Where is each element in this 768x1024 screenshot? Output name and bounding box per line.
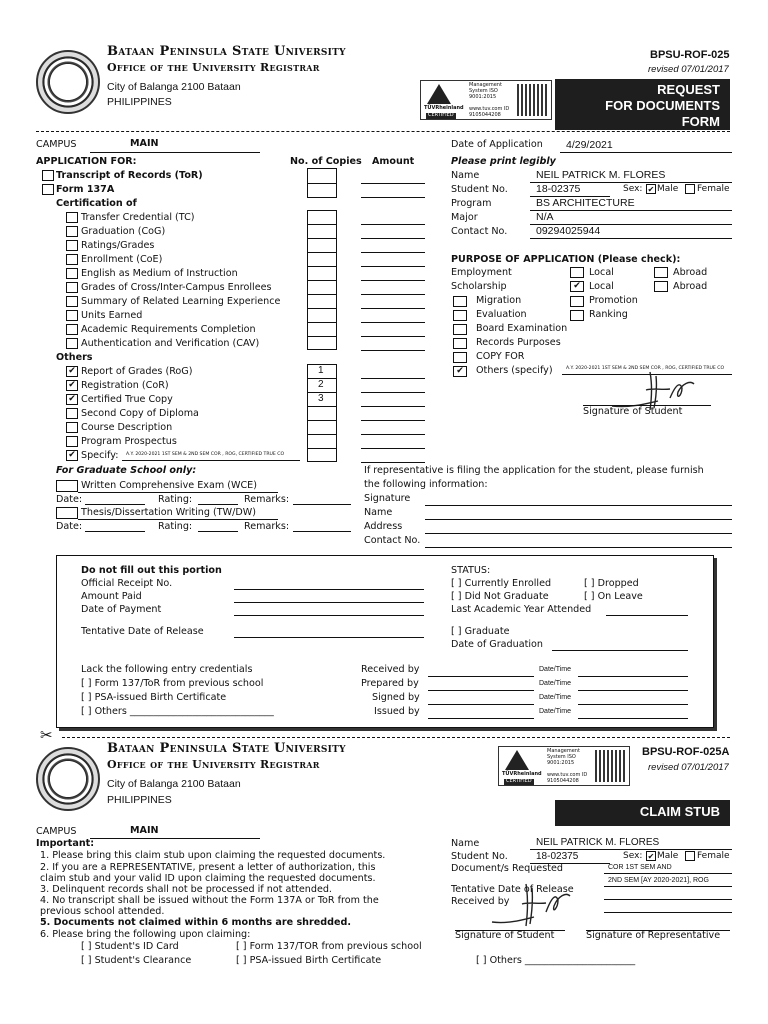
qr-code-icon [595, 750, 627, 782]
signed-by-label: Signed by [372, 692, 420, 703]
bring-item[interactable]: [ ] Form 137/TOR from previous school [236, 941, 422, 952]
name-label: Name [451, 170, 480, 181]
cert-item-checkbox[interactable] [66, 240, 78, 251]
promotion-checkbox[interactable] [570, 296, 584, 307]
stub-note: claim stub and your valid ID upon claiming the requested documents. [40, 873, 376, 884]
other-item-checkbox[interactable]: ✔ [66, 450, 78, 461]
male-label: Male [657, 184, 679, 194]
cert-url: www.tuv.com ID 9105044208 [547, 772, 588, 784]
male-checkbox[interactable]: ✔ [647, 185, 655, 194]
thesis-rating-label: Rating: [158, 521, 193, 532]
copies-value[interactable]: 3 [318, 393, 324, 404]
student-no-value[interactable]: 18-02375 [536, 183, 581, 195]
on-leave-option[interactable]: [ ] On Leave [584, 591, 643, 602]
graduate-option[interactable]: [ ] Graduate [451, 626, 510, 637]
tentative-release-label: Tentative Date of Release [81, 626, 204, 637]
stub-country: PHILIPPINES [107, 794, 172, 806]
certification-of-label: Certification of [56, 198, 137, 209]
form-code: BPSU-ROF-025 [650, 49, 730, 61]
date-of-graduation-label: Date of Graduation [451, 639, 543, 650]
board-exam-label: Board Examination [476, 323, 568, 334]
date-time-label: Date/Time [539, 666, 572, 673]
form137-label: Form 137A [56, 184, 115, 195]
stub-signature-of-student: Signature of Student [455, 930, 555, 941]
official-receipt-label: Official Receipt No. [81, 578, 173, 589]
date-time-label: Date/Time [539, 694, 572, 701]
cert-item-label: Units Earned [81, 310, 143, 321]
cert-item-checkbox[interactable] [66, 324, 78, 335]
bring-item[interactable]: [ ] Student's ID Card [81, 941, 179, 952]
claim-stub-title-band [555, 800, 730, 826]
others-specify-checkbox[interactable]: ✔ [453, 366, 467, 377]
stub-signature-of-rep: Signature of Representative [586, 930, 721, 941]
cert-item-checkbox[interactable] [66, 226, 78, 237]
stub-city-address: City of Balanga 2100 Bataan [107, 778, 241, 790]
date-time-label: Date/Time [539, 680, 572, 687]
cert-item-checkbox[interactable] [66, 338, 78, 349]
migration-checkbox[interactable] [453, 296, 467, 307]
female-checkbox[interactable] [685, 184, 695, 194]
application-for-label: APPLICATION FOR: [36, 156, 137, 167]
did-not-graduate-option[interactable]: [ ] Did Not Graduate [451, 591, 549, 602]
thesis-remarks-label: Remarks: [244, 521, 290, 532]
ranking-checkbox[interactable] [570, 310, 584, 321]
thesis-checkbox[interactable] [56, 507, 78, 519]
date-of-application-label: Date of Application [451, 139, 543, 150]
copies-header: No. of Copies [290, 156, 362, 167]
campus-value: MAIN [130, 138, 159, 149]
rep-name-label: Name [364, 507, 393, 518]
cert-item-checkbox[interactable] [66, 282, 78, 293]
dropped-option[interactable]: [ ] Dropped [584, 578, 639, 589]
specify-value[interactable]: A.Y. 2020-2021 1ST SEM & 2ND SEM COR , ROG, CERTIFIED TRUE CO [126, 452, 285, 457]
employment-label: Employment [451, 267, 512, 278]
cert-item-checkbox[interactable] [66, 254, 78, 265]
cert-item-checkbox[interactable] [66, 296, 78, 307]
form-title-band [555, 79, 730, 130]
other-item-label: Specify: [81, 450, 119, 461]
university-name: Bataan Peninsula State University [107, 44, 346, 59]
rep-signature-label: Signature [364, 493, 411, 504]
stub-note: 1. Please bring this claim stub upon claiming the requested documents. [40, 850, 386, 861]
cert-item-label: Grades of Cross/Inter-Campus Enrollees [81, 282, 272, 293]
university-seal-logo [36, 50, 100, 114]
stub-received-by-label: Received by [451, 896, 510, 907]
prepared-by-label: Prepared by [361, 678, 419, 689]
migration-label: Migration [476, 295, 522, 306]
contact-label: Contact No. [451, 226, 508, 237]
wce-date-label: Date: [56, 494, 83, 505]
cert-label: CERTIFIED [506, 778, 532, 784]
local-label: Local [589, 267, 614, 278]
tuv-triangle-icon [505, 750, 529, 770]
other-item-label: Course Description [81, 422, 173, 433]
other-item-label: Report of Grades (RoG) [81, 366, 193, 377]
records-purposes-label: Records Purposes [476, 337, 561, 348]
stub-revised-date: revised 07/01/2017 [648, 762, 729, 773]
documents-requested-label: Document/s Requested [451, 863, 563, 874]
documents-requested-value[interactable]: 2ND SEM [AY 2020-2021], ROG [608, 877, 709, 884]
print-legibly-note: Please print legibly [451, 156, 556, 167]
cert-url: www.tuv.com ID 9105044208 [469, 106, 510, 118]
stub-others-option[interactable]: [ ] Others _______________________ [476, 955, 636, 966]
status-label: STATUS: [451, 565, 491, 576]
stub-note: 6. Please bring the following upon claiming: [40, 929, 251, 940]
stub-note: 4. No transcript shall be issued without the Form 137A or ToR from the [40, 895, 379, 906]
cert-brand: TÜVRheinland [502, 771, 542, 777]
stub-name-label: Name [451, 838, 480, 849]
thesis-label: Thesis/Dissertation Writing (TW/DW) [81, 507, 256, 518]
rep-note-line-1: If representative is filing the application for the student, please furnish [364, 465, 704, 476]
amount-header: Amount [372, 156, 415, 167]
program-value[interactable]: BS ARCHITECTURE [536, 197, 635, 209]
cert-item-label: Ratings/Grades [81, 240, 155, 251]
copies-value[interactable]: 1 [318, 365, 324, 376]
stub-tentative-release-label: Tentative Date of Release [451, 884, 574, 895]
thesis-date-label: Date: [56, 521, 83, 532]
cert-text: Management System ISO 9001:2015 [547, 748, 580, 766]
female-label: Female [697, 184, 730, 194]
signature-of-student-label: Signature of Student [583, 406, 683, 417]
scholarship-abroad-checkbox[interactable] [654, 281, 668, 292]
revised-date: revised 07/01/2017 [648, 64, 729, 75]
important-label: Important: [36, 838, 95, 849]
other-item-checkbox[interactable] [66, 422, 78, 433]
others-specify-value[interactable]: A.Y. 2020-2021 1ST SEM & 2ND SEM COR , ROG, CERTIFIED TRUE CO [566, 366, 725, 371]
other-item-checkbox[interactable]: ✔ [66, 380, 78, 391]
qr-code-icon [517, 84, 549, 116]
cert-brand: TÜVRheinland [424, 105, 464, 111]
others-specify-label: Others (specify) [476, 365, 553, 376]
contact-value[interactable]: 09294025944 [536, 225, 601, 237]
country: PHILIPPINES [107, 96, 172, 108]
other-item-checkbox[interactable]: ✔ [66, 394, 78, 405]
other-item-label: Certified True Copy [81, 394, 173, 405]
iso-certification-badge [420, 80, 552, 120]
stub-student-signature [490, 878, 600, 930]
other-item-label: Program Prospectus [81, 436, 177, 447]
issued-by-label: Issued by [374, 706, 420, 717]
purpose-header: PURPOSE OF APPLICATION (Please check): [451, 254, 681, 265]
stub-campus-value: MAIN [130, 825, 159, 836]
rep-contact-label: Contact No. [364, 535, 421, 546]
cert-item-checkbox[interactable] [66, 268, 78, 279]
cert-item-label: English as Medium of Instruction [81, 268, 238, 279]
do-not-fill-label: Do not fill out this portion [81, 565, 222, 576]
other-item-checkbox[interactable] [66, 408, 78, 419]
other-item-label: Registration (CoR) [81, 380, 169, 391]
form137-checkbox[interactable] [42, 184, 54, 195]
stub-name-value[interactable]: NEIL PATRICK M. FLORES [536, 837, 660, 848]
wce-rating-label: Rating: [158, 494, 193, 505]
bring-item[interactable]: [ ] PSA-issued Birth Certificate [236, 955, 382, 966]
stub-note: 5. Documents not claimed within 6 months are shredded. [40, 917, 352, 928]
received-by-label: Received by [361, 664, 420, 675]
wce-checkbox[interactable] [56, 480, 78, 492]
stub-male-checkbox[interactable]: ✔ [647, 852, 655, 861]
rep-address-label: Address [364, 521, 403, 532]
abroad-label: Abroad [673, 267, 708, 278]
lack-item[interactable]: [ ] Others ______________________________ [81, 706, 274, 717]
stub-female-checkbox[interactable] [685, 851, 695, 861]
stub-office-name: Office of the University Registrar [107, 758, 320, 771]
evaluation-checkbox[interactable] [453, 310, 467, 321]
major-value[interactable]: N/A [536, 211, 554, 223]
stub-female-label: Female [697, 851, 730, 861]
date-time-label: Date/Time [539, 708, 572, 715]
cert-item-label: Transfer Credential (TC) [81, 212, 195, 223]
cert-label: CERTIFIED [428, 112, 454, 118]
cert-text: Management System ISO 9001:2015 [469, 82, 502, 100]
major-label: Major [451, 212, 478, 223]
evaluation-label: Evaluation [476, 309, 527, 320]
records-purposes-checkbox[interactable] [453, 338, 467, 349]
amount-paid-label: Amount Paid [81, 591, 142, 602]
stub-note: previous school attended. [40, 906, 165, 917]
title-line-1: REQUEST [657, 82, 720, 97]
stub-note: 2. If you are a REPRESENTATIVE, present a letter of authorization, this [40, 862, 376, 873]
iso-certification-badge [498, 746, 630, 786]
sex-label: Sex: [623, 184, 643, 194]
claim-stub-title: CLAIM STUB [639, 804, 720, 819]
other-item-checkbox[interactable] [66, 436, 78, 447]
bring-item[interactable]: [ ] Student's Clearance [81, 955, 192, 966]
documents-requested-value[interactable]: COR 1ST SEM AND [608, 864, 672, 871]
employment-local-checkbox[interactable] [570, 267, 584, 278]
promotion-label: Promotion [589, 295, 638, 306]
copies-value[interactable]: 2 [318, 379, 324, 390]
currently-enrolled-option[interactable]: [ ] Currently Enrolled [451, 578, 552, 589]
copy-for-checkbox[interactable] [453, 352, 467, 363]
stub-student-no-label: Student No. [451, 851, 508, 862]
tor-label: Transcript of Records (ToR) [56, 170, 203, 181]
scissors-icon: ✂ [40, 726, 53, 744]
ranking-label: Ranking [589, 309, 628, 320]
lack-item[interactable]: [ ] Form 137/ToR from previous school [81, 678, 264, 689]
wce-label: Written Comprehensive Exam (WCE) [81, 480, 257, 491]
tor-checkbox[interactable] [42, 170, 54, 181]
cert-item-checkbox[interactable] [66, 310, 78, 321]
office-name: Office of the University Registrar [107, 61, 320, 74]
cert-item-label: Academic Requirements Completion [81, 324, 256, 335]
cert-item-label: Summary of Related Learning Experience [81, 296, 281, 307]
stub-sex-label: Sex: [623, 851, 643, 861]
stub-male-label: Male [657, 851, 679, 861]
tuv-triangle-icon [427, 84, 451, 104]
others-label: Others [56, 352, 93, 363]
program-label: Program [451, 198, 492, 209]
lack-item[interactable]: [ ] PSA-issued Birth Certificate [81, 692, 227, 703]
student-no-label: Student No. [451, 184, 508, 195]
lack-credentials-header: Lack the following entry credentials [81, 664, 253, 675]
board-exam-checkbox[interactable] [453, 324, 467, 335]
date-of-payment-label: Date of Payment [81, 604, 162, 615]
wce-remarks-label: Remarks: [244, 494, 290, 505]
title-line-2: FOR DOCUMENTS [605, 98, 720, 113]
employment-abroad-checkbox[interactable] [654, 267, 668, 278]
name-value[interactable]: NEIL PATRICK M. FLORES [536, 169, 666, 181]
stub-note: 3. Delinquent records shall not be processed if not attended. [40, 884, 332, 895]
last-ay-label: Last Academic Year Attended [451, 604, 592, 615]
stub-form-code: BPSU-ROF-025A [642, 746, 730, 758]
cert-item-label: Graduation (CoG) [81, 226, 166, 237]
cert-item-checkbox[interactable] [66, 212, 78, 223]
abroad-label: Abroad [673, 281, 708, 292]
grad-school-label: For Graduate School only: [56, 465, 197, 476]
campus-label: CAMPUS [36, 139, 77, 150]
rep-note-line-2: the following information: [364, 479, 488, 490]
date-of-application-value[interactable]: 4/29/2021 [566, 139, 613, 151]
other-item-checkbox[interactable]: ✔ [66, 366, 78, 377]
cert-item-label: Authentication and Verification (CAV) [81, 338, 260, 349]
stub-student-no-value[interactable]: 18-02375 [536, 851, 579, 862]
city-address: City of Balanga 2100 Bataan [107, 81, 241, 93]
other-item-label: Second Copy of Diploma [81, 408, 199, 419]
cert-item-label: Enrollment (CoE) [81, 254, 163, 265]
scholarship-label: Scholarship [451, 281, 507, 292]
title-line-3: FORM [681, 114, 720, 129]
university-seal-logo [36, 747, 100, 811]
copy-for-label: COPY FOR [476, 351, 525, 362]
scholarship-local-checkbox[interactable]: ✔ [570, 281, 584, 292]
stub-university-name: Bataan Peninsula State University [107, 741, 346, 756]
stub-campus-label: CAMPUS [36, 826, 77, 837]
local-label: Local [589, 281, 614, 292]
